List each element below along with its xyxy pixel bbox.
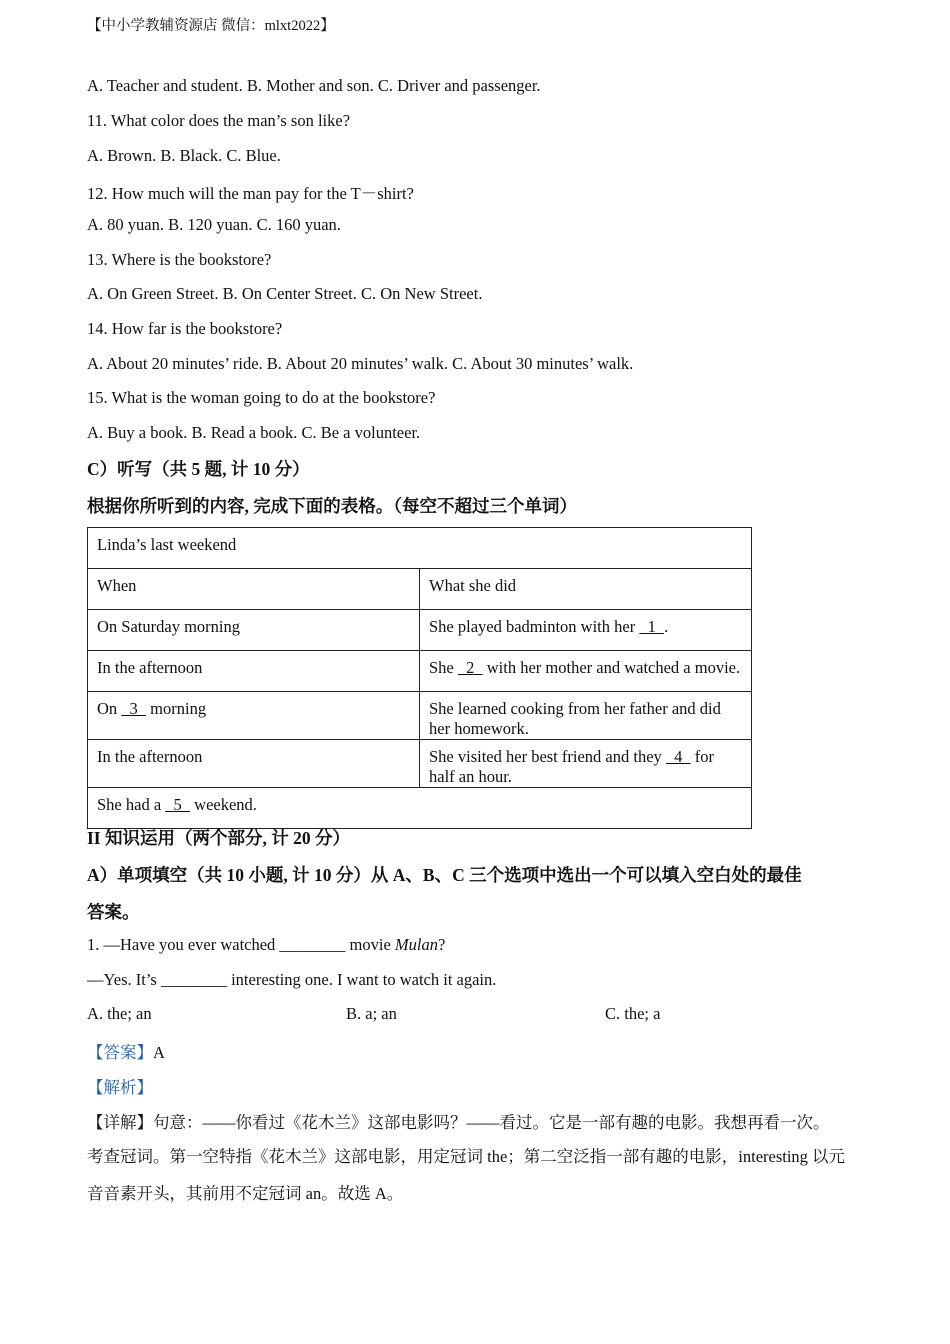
detail-line: 考查冠词。第一空特指《花木兰》这部电影，用定冠词 the；第二空泛指一部有趣的电影，interesting 以元 (87, 1147, 846, 1166)
when-cell (88, 651, 420, 692)
table-caption: Linda’s last weekend (88, 528, 752, 569)
question-line: 13. Where is the bookstore? (87, 250, 272, 269)
what-text: She (429, 658, 458, 677)
stem-text-post: ? (438, 935, 446, 954)
option-line: A. 80 yuan. B. 120 yuan. C. 160 yuan. (87, 215, 341, 234)
option-line: A. About 20 minutes’ ride. B. About 20 minutes’ walk. C. About 30 minutes’ walk. (87, 354, 634, 373)
option-b: B. a; an (346, 1004, 397, 1023)
page-header: 【中小学教辅资源店 微信：mlxt2022】 (87, 18, 335, 34)
option-c: C. the; a (605, 1004, 661, 1023)
question-1-stem (87, 935, 445, 955)
header-what: What she did (420, 569, 752, 610)
what-cell (420, 610, 752, 651)
table-row (88, 610, 752, 651)
when-cell (88, 740, 420, 788)
answer-line (87, 1039, 165, 1063)
what-text-post: with her mother and watched a movie. (482, 658, 741, 677)
detail-line: 【详解】句意：——你看过《花木兰》这部电影吗？——看过。它是一部有趣的电影。我想再看一次。 (87, 1113, 830, 1132)
option-line: A. Buy a book. B. Read a book. C. Be a volunteer. (87, 423, 421, 442)
question-line: 15. What is the woman going to do at the bookstore? (87, 388, 436, 407)
when-text: In the afternoon (97, 747, 203, 766)
what-cell (420, 740, 752, 788)
what-text: She played badminton with her (429, 617, 640, 636)
analysis-label: 【解析】 (87, 1078, 153, 1097)
question-line: 14. How far is the bookstore? (87, 319, 283, 338)
section-c-instruction: 根据你所听到的内容, 完成下面的表格。（每空不超过三个单词） (87, 496, 577, 516)
when-text: On Saturday morning (97, 617, 240, 636)
footer-text-post: weekend. (190, 795, 257, 814)
blank-5: 5 (165, 795, 191, 814)
blank-3: 3 (121, 699, 147, 718)
option-line: A. On Green Street. B. On Center Street. C. On New Street. (87, 284, 483, 303)
movie-title: Mulan (394, 935, 439, 954)
table-row (88, 740, 752, 788)
question-line: 11. What color does the man’s son like? (87, 111, 351, 130)
answer-value: A (153, 1043, 165, 1062)
part2-title: II 知识运用（两个部分, 计 20 分） (87, 828, 350, 848)
section-a-title: A）单项填空（共 10 小题, 计 10 分）从 A、B、C 三个选项中选出一个可以填入空白处的最佳 (87, 865, 802, 885)
table-row (88, 651, 752, 692)
table-footer-row (88, 788, 752, 829)
section-c-title: C）听写（共 5 题, 计 10 分） (87, 459, 310, 479)
blank-1: 1 (639, 617, 665, 636)
what-text-post: for half an hour. (429, 747, 715, 786)
footer-text: She had a (97, 795, 166, 814)
when-cell (88, 610, 420, 651)
blank-2: 2 (457, 658, 483, 677)
question-line: 12. How much will the man pay for the T－shirt? (87, 184, 414, 203)
answer-label: 【答案】 (87, 1043, 153, 1062)
table-caption-row (88, 528, 752, 569)
blank-4: 4 (665, 747, 691, 766)
what-text: She visited her best friend and they (429, 747, 666, 766)
option-line: A. Teacher and student. B. Mother and son. C. Driver and passenger. (87, 76, 541, 95)
when-text-post: morning (146, 699, 207, 718)
what-cell (420, 651, 752, 692)
when-text: In the afternoon (97, 658, 203, 677)
what-text: She learned cooking from her father and did her homework. (429, 699, 721, 738)
detail-line: 音音素开头，其前用不定冠词 an。故选 A。 (87, 1184, 404, 1203)
when-cell (88, 692, 420, 740)
stem-text: 1. —Have you ever watched ________ movie (87, 935, 395, 954)
what-cell (420, 692, 752, 740)
weekend-table (87, 527, 752, 829)
what-text-post: . (664, 617, 669, 636)
question-1-reply: —Yes. It’s ________ interesting one. I want to watch it again. (87, 970, 497, 989)
header-when: When (88, 569, 420, 610)
footer-cell (88, 788, 752, 829)
table-row (88, 692, 752, 740)
when-text: On (97, 699, 122, 718)
section-a-title-cont: 答案。 (87, 902, 140, 922)
table-header-row (88, 569, 752, 610)
option-a: A. the; an (87, 1004, 152, 1023)
option-line: A. Brown. B. Black. C. Blue. (87, 146, 281, 165)
